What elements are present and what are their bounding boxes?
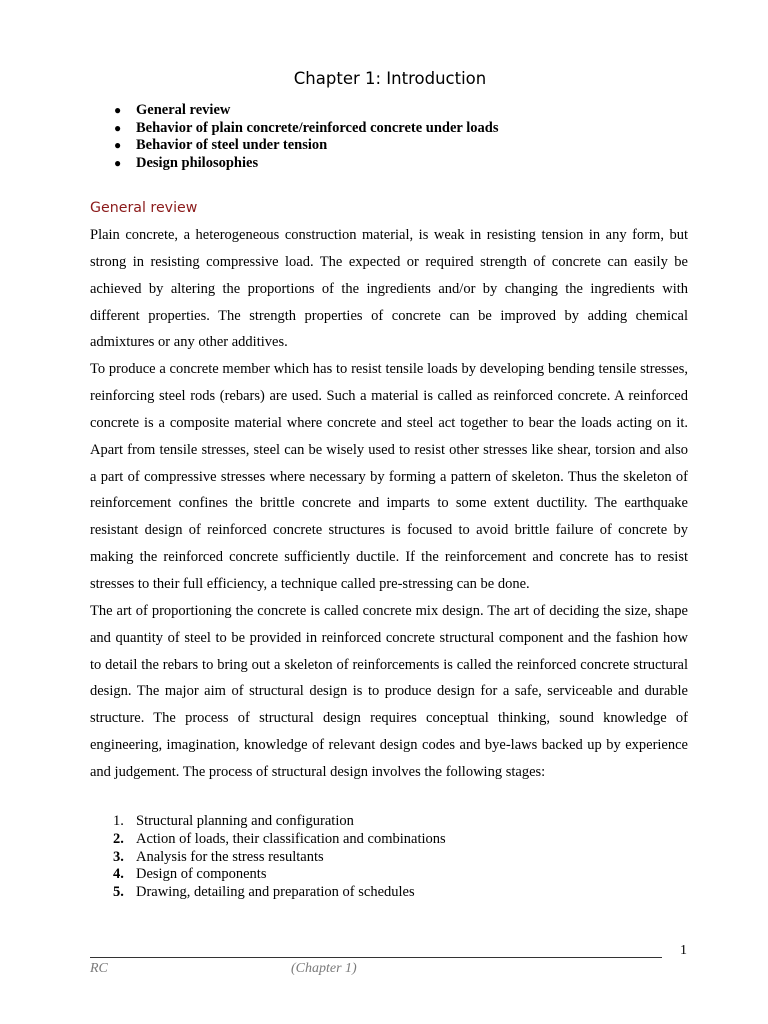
stage-number: 2. <box>113 830 124 847</box>
objective-text: General review <box>136 102 231 118</box>
objective-text: Design philosophies <box>136 155 259 172</box>
page-number: 1 <box>680 943 687 958</box>
stage-text: Drawing, detailing and preparation of schedules <box>136 884 415 901</box>
page-title: Chapter 1: Introduction <box>293 69 487 88</box>
bullet-icon: ● <box>114 138 122 153</box>
paragraph: To produce a concrete member which has to resist tensile loads by developing bending tensile stresses, reinforcing steel rods (rebars) are used. Such a material is called as reinforced concrete. A reinforced concrete is a composite material where concrete and steel act together to bear the loads acting on it. Apart from tensile stresses, steel can be wisely used to resist other stresses like shear, torsion and also a part of compressive stresses where necessary by forming a pattern of skeleton. Thus the skeleton of reinforcement confines the brittle concrete and imparts to some extent ductility. The earthquake resistant design of reinforced concrete structures is focused to avoid brittle failure of concrete by making the reinforced concrete sufficiently ductile. If the reinforcement and concrete has to resist stresses to their full efficiency, a technique called pre-stressing can be done. <box>90 361 688 592</box>
stage-number: 1. <box>113 813 124 829</box>
stage-text: Analysis for the stress resultants <box>136 848 324 865</box>
paragraph: The art of proportioning the concrete is called concrete mix design. The art of deciding the size, shape and quantity of steel to be provided in reinforced concrete structural component and the fashion how to detail the rebars to bring out a skeleton of reinforcements is called the reinforced concrete structural design. The major aim of structural design is to produce design for a safe, serviceable and durable structure. The process of structural design requires conceptual thinking, sound knowledge of engineering, imagination, knowledge of relevant design codes and bye-laws backed up by experience and judgement. The process of structural design involves the following stages: <box>90 602 688 780</box>
list-item <box>114 155 498 173</box>
stage-number: 5. <box>113 884 124 901</box>
footer-left-text: RC <box>90 961 108 976</box>
stage-number: 4. <box>113 866 124 883</box>
footer-chapter-text: (Chapter 1) <box>291 961 357 976</box>
list-item <box>114 137 498 155</box>
stages-list <box>113 813 446 902</box>
list-item <box>113 866 446 884</box>
footer-divider <box>90 957 662 958</box>
list-item <box>113 848 446 867</box>
section-heading: General review <box>90 200 198 216</box>
list-item <box>113 884 446 902</box>
stage-number: 3. <box>113 848 124 865</box>
stage-text: Structural planning and configuration <box>136 813 354 829</box>
paragraph: Plain concrete, a heterogeneous construction material, is weak in resisting tension in any form, but strong in resisting compressive load. The expected or required strength of concrete can easily be achieved by altering the proportions of the ingredients and/or by changing the ingredients with different properties. The strength properties of concrete can be improved by adding chemical admixtures or any other additives. <box>90 227 688 351</box>
stage-text: Action of loads, their classification and combinations <box>136 830 446 847</box>
bullet-icon: ● <box>114 103 122 117</box>
objective-text: Behavior of plain concrete/reinforced concrete under loads <box>136 119 499 136</box>
list-item <box>114 102 498 120</box>
list-item <box>113 813 446 831</box>
body-text <box>90 222 688 786</box>
list-item <box>114 119 499 138</box>
objective-text: Behavior of steel under tension <box>136 137 328 154</box>
bullet-icon: ● <box>114 156 122 171</box>
list-item <box>113 830 446 849</box>
objectives-list <box>114 102 499 173</box>
bullet-icon: ● <box>114 120 122 135</box>
stage-text: Design of components <box>136 866 267 883</box>
